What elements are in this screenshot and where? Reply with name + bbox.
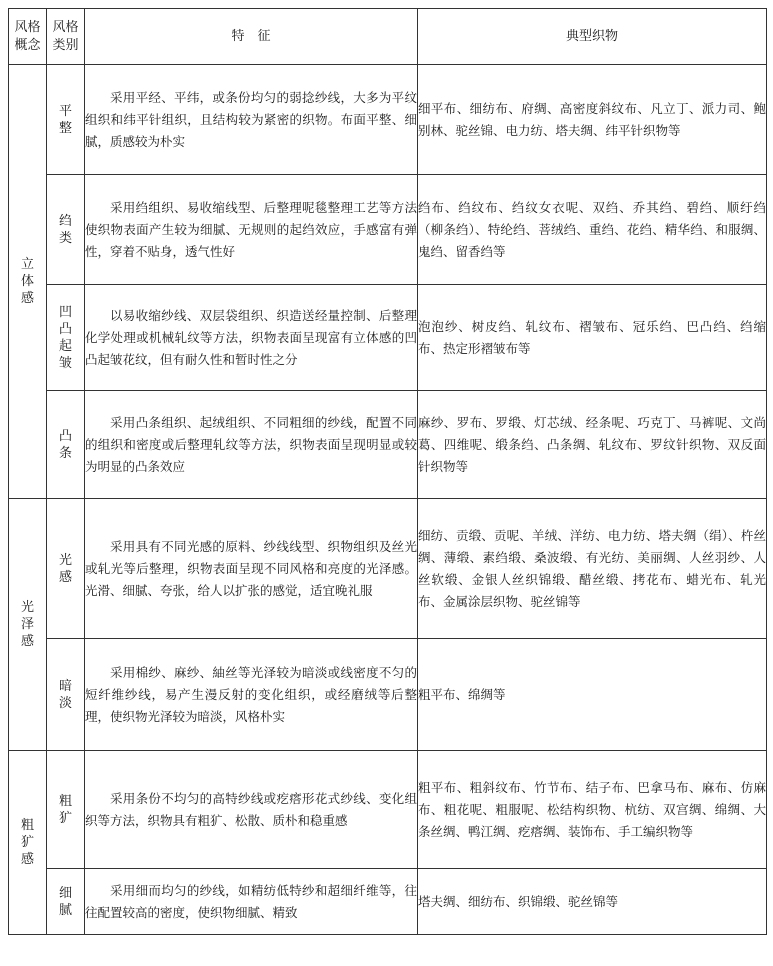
- feature-cell: 以易收缩纱线、双层袋组织、织造送经量控制、后整理化学处理或机械轧纹等方法，织物表面呈现富有立体感的凹凸起皱花纹，但有耐久性和暂时性之分: [85, 285, 418, 391]
- header-concept: 风格概念: [9, 9, 47, 65]
- header-row: [9, 9, 767, 65]
- category-cell: 凹凸起皱: [47, 285, 85, 391]
- table-row: [9, 751, 767, 869]
- feature-cell: 采用绉组织、易收缩线型、后整理呢毯整理工艺等方法使织物表面产生较为细腻、无规则的起绉效应，手感富有弹性，穿着不贴身，透气性好: [85, 175, 418, 285]
- examples-cell: 塔夫绸、细纺布、织锦缎、驼丝锦等: [418, 869, 767, 935]
- table-row: [9, 285, 767, 391]
- examples-cell: 绉布、绉纹布、绉纹女衣呢、双绉、乔其绉、碧绉、顺纡绉（柳条绉）、特纶绉、菩绒绉、重绉、花绉、精华绉、和服绸、鬼绉、留香绉等: [418, 175, 767, 285]
- examples-cell: 泡泡纱、树皮绉、轧纹布、褶皱布、冠乐绉、巴凸绉、绉缩布、热定形褶皱布等: [418, 285, 767, 391]
- feature-cell: 采用细而均匀的纱线，如精纺低特纱和超细纤维等，往往配置较高的密度，使织物细腻、精致: [85, 869, 418, 935]
- concept-cell: 粗犷感: [9, 751, 47, 935]
- category-cell: 粗犷: [47, 751, 85, 869]
- table-row: [9, 499, 767, 639]
- examples-cell: 麻纱、罗布、罗缎、灯芯绒、经条呢、巧克丁、马裤呢、文尚葛、四维呢、缎条绉、凸条绸、轧纹布、罗纹针织物、双反面针织物等: [418, 391, 767, 499]
- category-cell: 绉类: [47, 175, 85, 285]
- examples-cell: 细平布、细纺布、府绸、高密度斜纹布、凡立丁、派力司、鲍别林、驼丝锦、电力纺、塔夫绸、纬平针织物等: [418, 65, 767, 175]
- examples-cell: 细纺、贡缎、贡呢、羊绒、洋纺、电力纺、塔夫绸（绢）、杵丝绸、薄缎、素绉缎、桑波缎、有光纺、美丽绸、人丝羽纱、人丝软缎、金银人丝织锦缎、醋丝缎、拷花布、蜡光布、轧光布、金属涂层织物、驼丝锦等: [418, 499, 767, 639]
- category-cell: 暗淡: [47, 639, 85, 751]
- header-features: 特 征: [85, 9, 418, 65]
- concept-cell: 光泽感: [9, 499, 47, 751]
- category-cell: 平整: [47, 65, 85, 175]
- feature-cell: 采用棉纱、麻纱、紬丝等光泽较为暗淡或线密度不匀的短纤维纱线，易产生漫反射的变化组织，或经磨绒等后整理，使织物光泽较为暗淡，风格朴实: [85, 639, 418, 751]
- category-cell: 细腻: [47, 869, 85, 935]
- feature-cell: 采用条份不均匀的高特纱线或疙瘩形花式纱线、变化组织等方法，织物具有粗犷、松散、质朴和稳重感: [85, 751, 418, 869]
- examples-cell: 粗平布、绵绸等: [418, 639, 767, 751]
- table-row: [9, 639, 767, 751]
- table-row: [9, 869, 767, 935]
- header-examples: 典型织物: [418, 9, 767, 65]
- table-row: [9, 65, 767, 175]
- category-cell: 光感: [47, 499, 85, 639]
- table-row: [9, 175, 767, 285]
- feature-cell: 采用凸条组织、起绒组织、不同粗细的纱线，配置不同的组织和密度或后整理轧纹等方法，织物表面呈现明显或较为明显的凸条效应: [85, 391, 418, 499]
- category-cell: 凸条: [47, 391, 85, 499]
- fabric-style-table: [8, 8, 767, 935]
- feature-cell: 采用平经、平纬，或条份均匀的弱捻纱线，大多为平纹组织和纬平针组织，且结构较为紧密的织物。布面平整、细腻，质感较为朴实: [85, 65, 418, 175]
- table-row: [9, 391, 767, 499]
- concept-cell: 立体感: [9, 65, 47, 499]
- feature-cell: 采用具有不同光感的原料、纱线线型、织物组织及丝光或轧光等后整理，织物表面呈现不同风格和亮度的光泽感。光滑、细腻、夸张，给人以扩张的感觉，适宜晚礼服: [85, 499, 418, 639]
- header-category: 风格类别: [47, 9, 85, 65]
- examples-cell: 粗平布、粗斜纹布、竹节布、结子布、巴拿马布、麻布、仿麻布、粗花呢、粗服呢、松结构织物、杭纺、双宫绸、绵绸、大条丝绸、鸭江绸、疙瘩绸、装饰布、手工编织物等: [418, 751, 767, 869]
